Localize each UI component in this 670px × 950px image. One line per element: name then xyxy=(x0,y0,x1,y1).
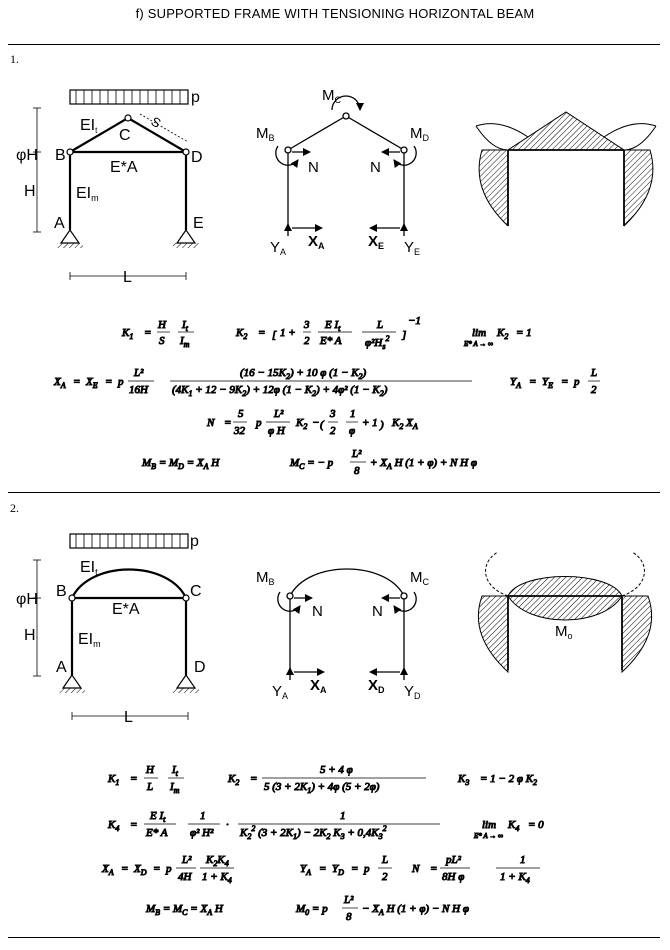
label-n-left-1: N xyxy=(308,159,319,176)
svg-text:32: 32 xyxy=(234,425,245,437)
svg-text:φ² H²: φ² H² xyxy=(190,827,214,839)
svg-text:L: L xyxy=(382,854,389,866)
label-mb-1: $M_B$ xyxy=(256,125,275,143)
svg-text:=: = xyxy=(144,327,152,339)
label-n-right-2: N xyxy=(372,603,383,620)
svg-text:XA: $X_A$ xyxy=(54,376,66,390)
svg-text:2: 2 xyxy=(591,384,597,396)
svg-text:L²: L² xyxy=(344,894,354,906)
label-n-left-2: N xyxy=(312,603,323,620)
svg-text:1: 1 xyxy=(340,810,346,822)
svg-text:p: p xyxy=(364,863,370,875)
label-l-2: L xyxy=(124,709,133,726)
svg-text:L²: L² xyxy=(182,854,192,866)
svg-text:L²: L² xyxy=(134,367,144,379)
svg-text:φ H: φ H xyxy=(268,425,285,437)
svg-text:p: p xyxy=(166,863,172,875)
svg-text:XA: $X_A$ xyxy=(102,863,114,877)
label-ea-1: E*A xyxy=(110,159,138,176)
label-xa-2: $X_A$ xyxy=(310,677,327,695)
svg-text:=: = xyxy=(561,376,569,388)
svg-text:It: $I_t$ xyxy=(182,319,188,333)
svg-text:1: 1 xyxy=(350,408,356,420)
svg-text:L²: L² xyxy=(352,448,362,460)
distributed-load-1 xyxy=(70,90,188,104)
label-n-right-1: N xyxy=(370,159,381,176)
svg-text:E It: E $I_t$ xyxy=(325,319,341,333)
section-2-number: 2. xyxy=(10,501,19,515)
svg-text:K2: $K_2$ xyxy=(497,327,509,341)
svg-text:=: = xyxy=(430,863,438,875)
svg-text:·: · xyxy=(226,819,229,831)
svg-text:(4K1 + 12 − 9K2) + 12φ (1 − K2: $(4K_1 + 12 - 9K_2) + 12\varphi$ $(1 - K_2) + 4\varphi^2$ $(1 - K_2)$ xyxy=(172,384,388,398)
svg-text:5 + 4 φ: 5 + 4 φ xyxy=(320,764,353,776)
frame-2 xyxy=(33,534,199,720)
label-ea-2: E*A xyxy=(112,601,140,618)
svg-text:φ²Hs2: $\varphi^2H_s^2$ xyxy=(365,334,390,351)
label-a-2: A xyxy=(56,659,67,676)
svg-text:It: $I_t$ xyxy=(172,764,178,778)
label-eit-2: EIt xyxy=(80,559,98,577)
label-xe-1: $X_E$ xyxy=(368,233,385,251)
free-body-2 xyxy=(278,569,416,680)
label-e-1: E xyxy=(193,215,204,232)
label-phih-1: φH xyxy=(16,147,38,164)
label-mc-1: $M_C$ xyxy=(322,87,341,105)
label-b-2: B xyxy=(56,583,67,600)
svg-text:1 + K4: $1 + K_4$ xyxy=(202,871,232,885)
svg-text:lim: lim xyxy=(472,327,487,339)
svg-text:8: 8 xyxy=(346,911,352,923)
svg-text:2: 2 xyxy=(304,335,310,347)
svg-text:XD: $X_D$ xyxy=(134,863,147,877)
svg-text:YA: $Y_A$ xyxy=(510,376,522,390)
distributed-load-2 xyxy=(70,534,188,548)
svg-text:+ 1: + 1 xyxy=(362,417,378,429)
svg-text:E* A: E* A xyxy=(146,827,168,839)
label-s-1: S xyxy=(148,113,164,131)
equations-1 xyxy=(53,315,600,477)
svg-text:K1: $K_1$ xyxy=(122,327,134,341)
label-b-1: B xyxy=(55,147,66,164)
svg-text:N: N xyxy=(207,417,215,429)
svg-text:p: p xyxy=(256,417,262,429)
svg-text:L: L xyxy=(147,781,154,793)
svg-text:=: = xyxy=(130,773,138,785)
svg-text:YE: $Y_E$ xyxy=(542,376,554,390)
svg-text:(: ( xyxy=(320,419,324,431)
svg-text:L: L xyxy=(377,319,384,331)
moment-diagram-1 xyxy=(476,112,656,226)
label-phih-2: φH xyxy=(16,591,38,608)
svg-text:K2K4: $K_2K_4$ xyxy=(206,854,229,868)
svg-text:E It: E $I_t$ xyxy=(150,810,166,824)
svg-text:K22 (3 + 2K1) − 2K2 K3 + 0,4K3: $K_2^2$ $(3 + 2K_1) - 2K_2$ $K_3 + 0,4K_3^2$ xyxy=(240,824,387,841)
svg-text:−: − xyxy=(312,417,320,429)
svg-text:=: = xyxy=(351,863,359,875)
svg-text:K2 XA: $K_2$ $X_A$ xyxy=(392,417,418,431)
label-a-1: A xyxy=(54,215,65,232)
svg-text:=: = xyxy=(258,327,266,339)
frame-1 xyxy=(33,90,199,280)
svg-text:= 0: = 0 xyxy=(528,819,544,831)
svg-text:p: p xyxy=(574,376,580,388)
equations-2 xyxy=(101,764,544,923)
svg-text:lim: lim xyxy=(482,819,497,831)
svg-text:(16 − 15K2) + 10 φ (1 − K2): $(16 - 15K_2) + 10$ φ $(1 - K_2)$ xyxy=(240,367,367,381)
label-d-1: D xyxy=(191,149,203,166)
svg-text:K3: $K_3$ xyxy=(458,773,470,787)
svg-text:1: 1 xyxy=(520,854,526,866)
svg-text:8: 8 xyxy=(354,465,360,477)
svg-text:K2: $K_2$ xyxy=(228,773,240,787)
label-ye-1: $Y_E$ xyxy=(404,239,421,257)
svg-text:S: S xyxy=(159,335,165,347)
section-1-number: 1. xyxy=(10,52,19,66)
svg-text:E* A: E* A xyxy=(320,335,342,347)
label-xd-2: $X_D$ xyxy=(368,677,385,695)
svg-text:=: = xyxy=(529,376,537,388)
svg-text:= 1 − 2 φ K2: = 1 − 2 φ $K_2$ xyxy=(480,773,538,787)
svg-text:Im: $I_m$ xyxy=(180,335,190,349)
svg-text:): ) xyxy=(380,419,384,431)
svg-text:=: = xyxy=(73,376,81,388)
svg-text:1 + K4: $1 + K_4$ xyxy=(500,871,530,885)
label-mc-2: $M_C$ xyxy=(410,569,429,587)
svg-text:=: = xyxy=(121,863,129,875)
load-label-p2: p xyxy=(190,533,199,550)
label-ya-2: $Y_A$ xyxy=(272,683,289,701)
label-eim-1: EIm xyxy=(76,185,99,203)
svg-text:H: H xyxy=(158,319,166,331)
svg-text:L: L xyxy=(591,367,598,379)
svg-text:MB = MC = XA H: $M_B = M_C = X_A$ H xyxy=(146,903,223,917)
svg-text:=: = xyxy=(250,773,258,785)
svg-text:N: N xyxy=(412,863,420,875)
svg-text:K4: $K_4$ xyxy=(108,819,120,833)
label-l-1: L xyxy=(123,269,132,286)
label-eim-2: EIm xyxy=(78,631,101,649)
svg-text:YA: $Y_A$ xyxy=(300,863,312,877)
svg-text:MC = − p: $M_C$ = − p xyxy=(290,457,334,471)
svg-text:Im: $I_m$ xyxy=(170,781,180,795)
svg-text:=: = xyxy=(130,819,138,831)
svg-text:8H φ: 8H φ xyxy=(442,871,465,883)
page-title: f) SUPPORTED FRAME WITH TENSIONING HORIZONTAL BEAM xyxy=(135,6,535,21)
svg-text:=: = xyxy=(224,417,232,429)
svg-text:L²: L² xyxy=(274,408,284,420)
svg-text:M0 = p: $M_0 = p$ xyxy=(296,903,328,917)
svg-text:2: 2 xyxy=(382,871,388,883)
svg-text:YD: $Y_D$ xyxy=(332,863,344,877)
svg-text:16H: 16H xyxy=(129,384,148,396)
svg-text:pL²: pL² xyxy=(446,854,461,866)
free-body-1 xyxy=(276,96,416,236)
svg-text:2: 2 xyxy=(330,425,336,437)
label-d-2: D xyxy=(194,659,206,676)
svg-text:K2: $K_2$ xyxy=(236,327,248,341)
label-xa-1: $X_A$ xyxy=(308,233,325,251)
svg-text:−1: −1 xyxy=(408,315,421,327)
label-h-1: H xyxy=(24,183,36,200)
svg-text:E* A → ∞: E* A → ∞ xyxy=(474,832,504,840)
svg-text:+ XA H (1 + φ) + N H φ: + $X_A$ H (1 + φ) + N H φ xyxy=(370,457,477,471)
svg-text:=: = xyxy=(319,863,327,875)
label-mb-2: $M_B$ xyxy=(256,569,275,587)
svg-text:E* A → ∞: E* A → ∞ xyxy=(464,340,494,348)
svg-text:XE: $X_E$ xyxy=(86,376,98,390)
svg-text:H: H xyxy=(146,764,154,776)
svg-text:]: ] xyxy=(402,329,407,341)
svg-text:− XA H (1 + φ) − N H φ: − $X_A$ H (1 + φ) − N H φ xyxy=(362,903,469,917)
svg-text:= 1: = 1 xyxy=(516,327,532,339)
svg-text:MB = MD = XA H: $M_B = M_D = X_A$ H xyxy=(142,457,220,471)
svg-text:K2: $K_2$ xyxy=(296,417,308,431)
svg-text:K4: $K_4$ xyxy=(508,819,520,833)
svg-text:1: 1 xyxy=(200,810,206,822)
label-c-1: C xyxy=(119,127,131,144)
svg-text:3: 3 xyxy=(304,319,310,331)
svg-text:5: 5 xyxy=(238,408,244,420)
svg-text:K1: $K_1$ xyxy=(108,773,120,787)
svg-text:4H: 4H xyxy=(178,871,192,883)
load-label-p1: p xyxy=(191,89,200,106)
svg-text:p: p xyxy=(118,376,124,388)
moment-diagram-2 xyxy=(478,552,651,672)
svg-text:1 +: 1 + xyxy=(280,327,296,339)
label-md-1: $M_D$ xyxy=(410,125,429,143)
label-ya-1: $Y_A$ xyxy=(270,239,287,257)
svg-text:3: 3 xyxy=(330,408,336,420)
svg-text:=: = xyxy=(153,863,161,875)
label-eit-1: EIt xyxy=(80,117,98,135)
label-mo-2: $M_o$ xyxy=(555,623,573,641)
label-c-2: C xyxy=(190,583,202,600)
svg-text:=: = xyxy=(105,376,113,388)
label-yd-2: $Y_D$ xyxy=(404,683,421,701)
svg-text:[: [ xyxy=(272,329,277,341)
svg-text:5 (3 + 2K1) + 4φ (5 + 2φ): 5 $(3 + 2K_1) + 4\varphi$ (5 + 2φ) xyxy=(264,781,380,795)
svg-text:φ: φ xyxy=(349,425,356,437)
label-h-2: H xyxy=(24,627,36,644)
